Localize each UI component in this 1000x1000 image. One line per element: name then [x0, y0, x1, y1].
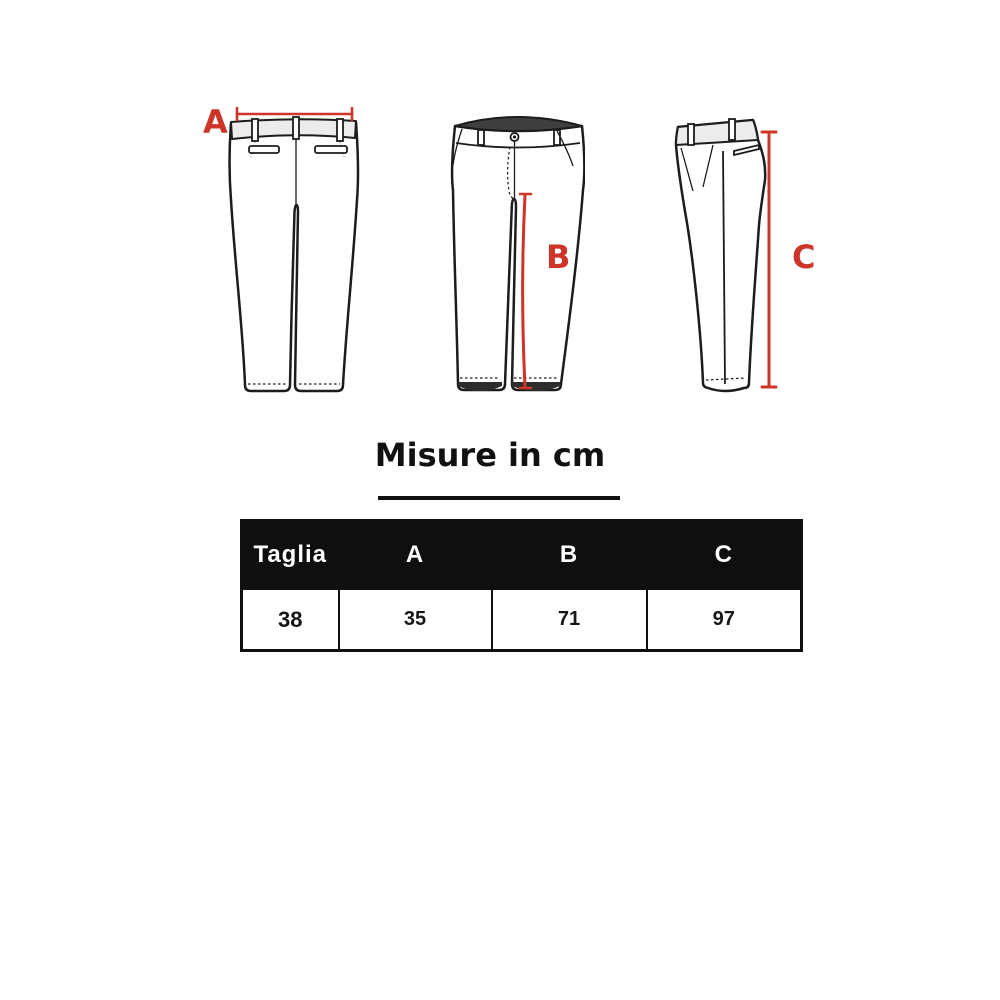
pants-side-view-drawing	[650, 95, 825, 410]
header-a: A	[339, 521, 492, 590]
measure-label-a: A	[203, 103, 228, 141]
cell-taglia-value: 38	[242, 589, 339, 651]
pants-back-outline	[230, 120, 359, 391]
front-button	[511, 133, 519, 141]
pants-front-view-drawing	[435, 95, 585, 410]
header-b: B	[492, 521, 647, 590]
title-underline	[378, 496, 620, 500]
measure-label-b: B	[546, 238, 571, 276]
front-waistband-inner	[455, 117, 582, 131]
cell-b-value: 71	[492, 589, 647, 651]
measure-label-c: C	[792, 238, 816, 276]
page-title: Misure in cm	[374, 436, 606, 474]
size-table-header-row	[242, 521, 802, 590]
pants-side-outline	[676, 120, 765, 391]
cell-a-value: 35	[339, 589, 492, 651]
size-table	[240, 519, 803, 652]
size-table-data-row	[242, 589, 802, 651]
header-c: C	[647, 521, 802, 590]
cell-c-value: 97	[647, 589, 802, 651]
header-taglia: Taglia	[242, 521, 339, 590]
pants-back-view-drawing	[195, 95, 380, 410]
